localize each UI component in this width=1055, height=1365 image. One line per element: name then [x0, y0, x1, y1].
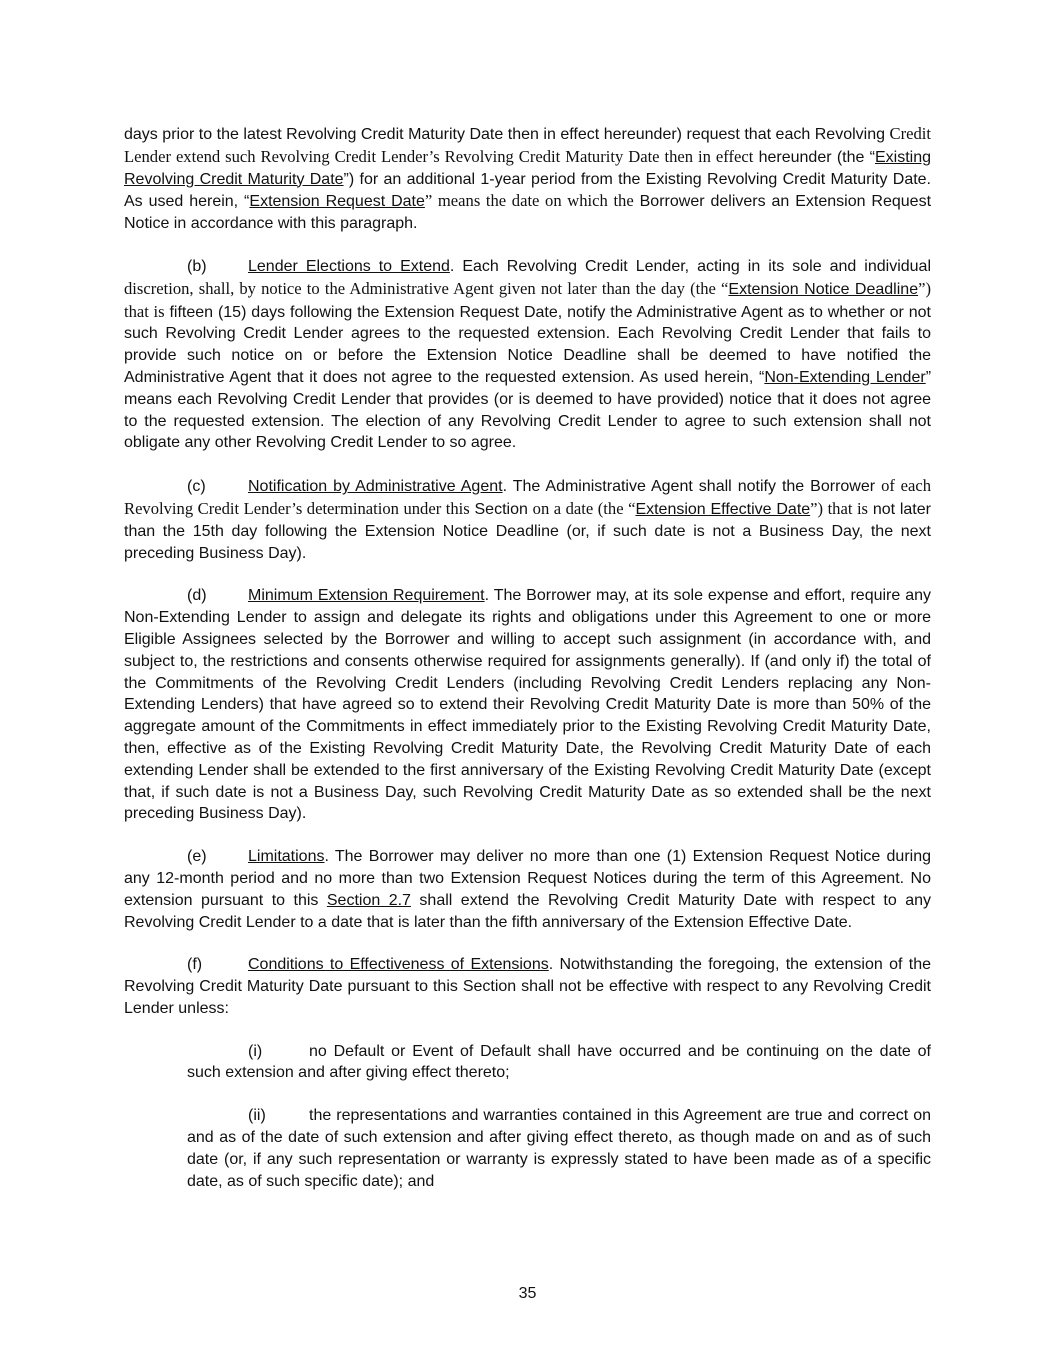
defined-term: Extension Effective Date	[635, 500, 811, 518]
section-heading: Lender Elections to Extend	[248, 257, 450, 275]
text-run: Section	[469, 500, 533, 518]
text-run: . The Borrower may deliver no more than one (1) Extension Request Notice during any 12-month period and no more than two Extension Request Notices during the term of this Agreement. No extension pursuant to this	[124, 848, 931, 909]
section-heading: Limitations	[248, 848, 325, 866]
section-label: (c)	[187, 478, 206, 496]
text-run: days prior to the latest Revolving Credit Maturity Date then in effect hereunder) request that each Revolving	[124, 126, 890, 143]
section-b	[124, 256, 931, 454]
text-run: fifteen (15) days following the Extension Request Date, notify the Administrative Agent as to whether or not such Revolving Credit Lender agrees to the requested extension. Each Revolving Credit Lender that fails to provide such notice on or before the Extension Notice Deadline shall be deemed to have notified the Administrative Agent that it does not agree to the requested extension. As used herein, “	[124, 303, 931, 386]
text-run: ”) that is	[124, 278, 931, 321]
text-run: discretion, shall, by notice to the Administrative Agent given not later than the day (the “	[124, 278, 729, 298]
text-run: ”) that is	[810, 498, 869, 518]
paragraph-continuation	[124, 123, 931, 235]
section-d	[124, 585, 931, 825]
subsection-label: (ii)	[248, 1107, 266, 1125]
section-label: (d)	[187, 587, 207, 605]
text-run: . Each Revolving Credit Lender, acting in its sole and individual	[449, 257, 932, 275]
text-run: not later than the 15th day following the Extension Notice Deadline (or, if such date is not a Business Day, the next preceding Business Day).	[124, 500, 931, 562]
text-run: . The Administrative Agent shall notify the Borrower	[502, 478, 882, 496]
page-number: 35	[518, 1285, 537, 1302]
section-heading: Notification by Administrative Agent	[248, 478, 503, 496]
text-run: of each Revolving Credit Lender’s determination under this	[124, 476, 931, 518]
text-run: ”) for an additional 1-year period from the Existing Revolving Credit Maturity Date. As used herein, “	[124, 170, 931, 211]
text-run: hereunder (the “	[753, 148, 875, 166]
text-run: . The Borrower may, at its sole expense and effort, require any Non-Extending Lender to assign and delegate its rights and obligations under this Agreement to one or more Eligible Assignees selected by the Borrower and willing to accept such assignment (in accordance with, and subject to, the restrictions and consents otherwise required for assignments generally). If (and only if) the total of the Commitments of the Revolving Credit Lenders (including Revolving Credit Lenders replacing any Non-Extending Lenders) that have agreed so to extend their Revolving Credit Maturity Date is more than 50% of the aggregate amount of the Commitments in effect immediately prior to the Existing Revolving Credit Maturity Date, then, effective as of the Existing Revolving Credit Maturity Date, the Revolving Credit Maturity Date of each extending Lender shall be extended to the first anniversary of the Existing Revolving Credit Maturity Date (except that, if such date is not a Business Day, such Revolving Credit Maturity Date as so extended shall be the next preceding Business Day).	[124, 587, 931, 823]
text-run: shall extend the Revolving Credit Maturity Date with respect to any Revolving Credit Lender to a date that is later than the fifth anniversary of the Extension Effective Date.	[124, 891, 931, 931]
subsection-ii	[187, 1105, 931, 1192]
text-run: . Notwithstanding the foregoing, the extension of the Revolving Credit Maturity Date pursuant to this Section shall not be effective with respect to any Revolving Credit Lender unless:	[124, 956, 931, 1017]
section-heading: Conditions to Effectiveness of Extensions	[248, 956, 549, 974]
section-label: (f)	[187, 956, 203, 974]
text-run: the representations and warranties contained in this Agreement are true and correct on and as of the date of such extension and after giving effect thereto, as though made on and as of such date (or, if any such representation or warranty is expressly stated to have been made as of a specific date, as of such specific date); and	[187, 1107, 931, 1190]
text-run: ” means each Revolving Credit Lender that provides (or is deemed to have provided) notice that it does not agree to the requested extension. The election of any Revolving Credit Lender to agree to such extension shall not obligate any other Revolving Credit Lender to so agree.	[124, 368, 932, 452]
section-f	[124, 954, 931, 1019]
defined-term: Extension Notice Deadline	[728, 280, 919, 298]
section-reference: Section 2.7	[326, 891, 411, 909]
defined-term: Extension Request Date	[249, 193, 425, 211]
section-e	[124, 846, 931, 933]
section-label: (e)	[187, 848, 207, 866]
subsection-label: (i)	[248, 1042, 263, 1060]
text-run: on a date (the “	[532, 498, 636, 518]
text-run: ” means the date on which the	[424, 191, 634, 211]
subsection-i	[187, 1041, 931, 1085]
text-run: Borrower delivers an Extension Request Notice in accordance with this paragraph.	[124, 193, 932, 233]
section-heading: Minimum Extension Requirement	[248, 587, 485, 605]
defined-term: Non-Extending Lender	[764, 368, 926, 386]
defined-term: Existing Revolving Credit Maturity Date	[124, 148, 931, 188]
text-run: no Default or Event of Default shall have occurred and be continuing on the date of such extension and after giving effect thereto;	[187, 1042, 931, 1082]
text-run: Credit Lender extend such Revolving Credit Lender’s Revolving Credit Maturity Date then in effect	[124, 124, 931, 166]
section-c	[124, 475, 931, 564]
section-label: (b)	[187, 257, 207, 275]
